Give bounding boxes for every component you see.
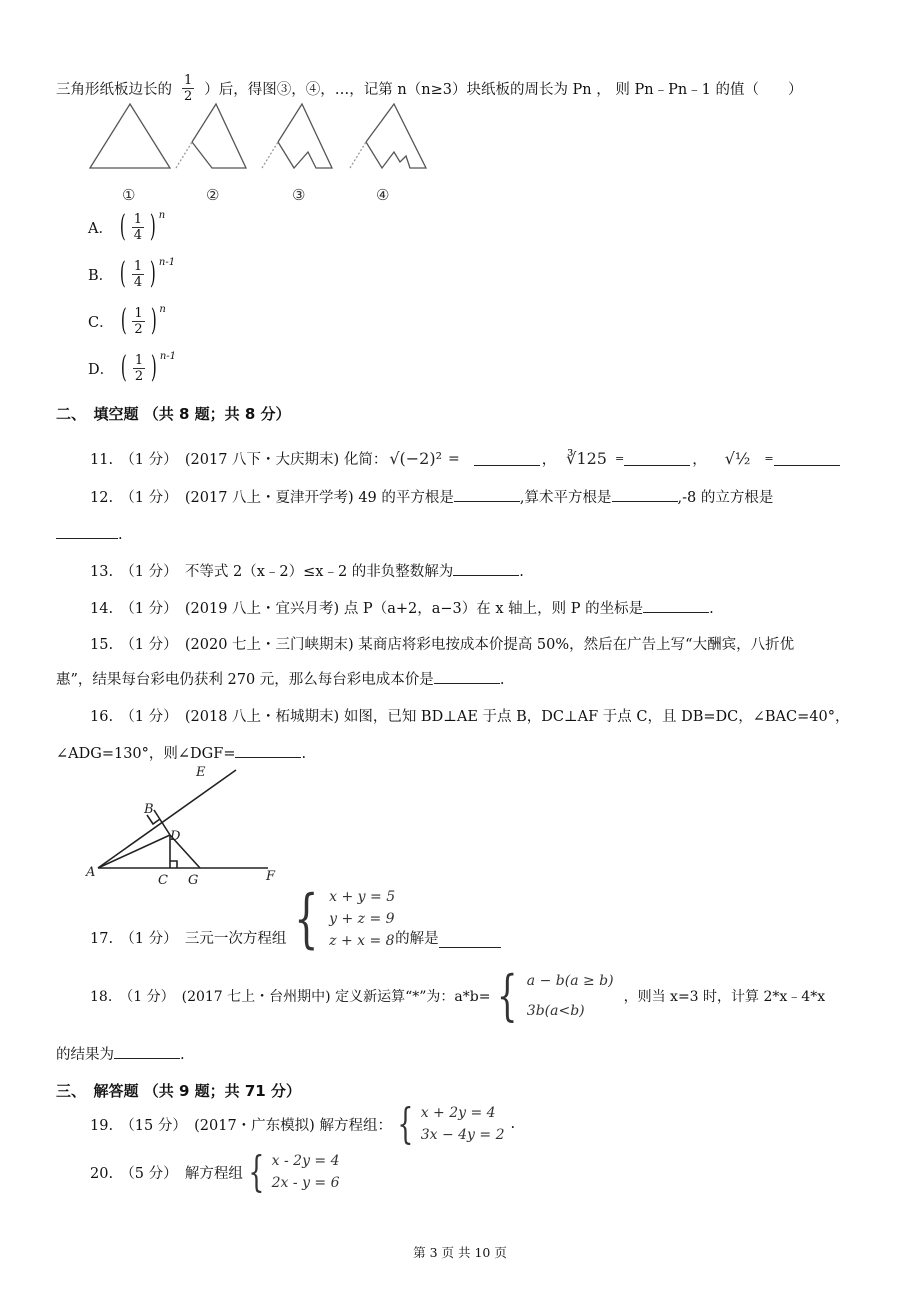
q11-eq-2: = — [614, 452, 625, 465]
question-17 — [90, 882, 501, 956]
q18-definition-cases: { a − b(a ≥ b) 3b(a<b) — [497, 964, 614, 1027]
q10-frac-num: 1 — [184, 72, 193, 88]
q10-text-a: 三角形纸板边长的 — [56, 81, 172, 98]
q14-text: 14. （1 分） (2019 八上・宜兴月考) 点 P（a+2，a−3）在 x 轴上，则 P 的坐标是 — [90, 601, 644, 617]
question-18-line-2 — [56, 1043, 185, 1064]
option-c-label: C． — [88, 314, 114, 331]
q11-blank-3[interactable] — [774, 451, 840, 466]
q16-line-2-text: ∠ADG=130°，则∠DGF= — [56, 746, 236, 762]
option-b-exp: n-1 — [158, 257, 176, 268]
question-12-line-2 — [56, 524, 123, 543]
q19-end: . — [510, 1116, 516, 1132]
q10-option-b[interactable] — [88, 256, 176, 291]
q11-eq-1: = — [448, 450, 460, 467]
option-a-num: 1 — [133, 211, 142, 227]
option-a-exp: n — [158, 210, 166, 221]
ray-ae — [98, 770, 236, 868]
q14-end: . — [709, 601, 714, 617]
q10-frac-den: 2 — [184, 88, 193, 104]
question-11 — [90, 448, 840, 469]
q18-after: ，则当 x=3 时，计算 2*x﹣4*x — [623, 989, 826, 1005]
q17-eq-2: y + z = 9 — [329, 911, 395, 927]
triangle-figure-3 — [262, 104, 332, 168]
q16-end: . — [301, 746, 307, 762]
q16-geometry-figure — [82, 762, 292, 892]
q10-fraction — [182, 74, 194, 103]
q17-end: 的解是 — [395, 931, 439, 947]
q19-eq-1: x + 2y = 4 — [420, 1105, 496, 1121]
label-b: B — [144, 802, 154, 817]
q20-equation-system: { x - 2y = 4 2x - y = 6 — [248, 1147, 340, 1196]
option-a-label: A． — [88, 220, 113, 237]
option-a-expr: ( $\frac{1}{4}$ ) $^n$ — [119, 209, 166, 244]
label-a: A — [86, 865, 96, 880]
q19-eq-2: 3x − 4y = 2 — [420, 1127, 505, 1143]
q12-end: . — [118, 527, 123, 543]
q17-text: 17. （1 分） 三元一次方程组 — [90, 931, 287, 947]
triangle-figure-1 — [90, 104, 170, 168]
question-19 — [90, 1099, 516, 1148]
q18-case-1: a − b(a ≥ b) — [526, 973, 614, 989]
q10-text-b: ）后，得图③，④，…，记第 n（n≥3）块纸板的周长为 Pn ， 则 Pn﹣Pn﹣1 的值（ ） — [204, 81, 803, 98]
q19-text: 19. （15 分） (2017・广东模拟) 解方程组： — [90, 1117, 392, 1134]
fig-label-1: ① — [122, 186, 136, 204]
q12-blank-2[interactable] — [612, 487, 678, 502]
q16-blank[interactable] — [235, 743, 301, 758]
q15-blank[interactable] — [434, 669, 500, 684]
question-15-line-2 — [56, 668, 504, 689]
option-c-num: 1 — [134, 305, 143, 321]
q18-case-2: 3b(a<b) — [526, 1003, 585, 1019]
q10-option-c[interactable] — [88, 303, 166, 338]
option-c-den: 2 — [134, 321, 143, 337]
segment-ad — [98, 835, 170, 868]
label-f: F — [266, 869, 276, 884]
q17-eq-1: x + y = 5 — [329, 889, 396, 905]
question-12 — [90, 486, 773, 507]
question-16-line-1: 16. （1 分） (2018 八上・柘城期末) 如图，已知 BD⊥AE 于点 B，DC⊥AF 于点 C，且 DB=DC，∠BAC=40°， — [90, 709, 850, 725]
q15-line-2-text: 惠”，结果每台彩电仍获利 270 元，那么每台彩电成本价是 — [56, 672, 434, 688]
question-20 — [90, 1147, 340, 1196]
q18-blank[interactable] — [114, 1044, 180, 1059]
label-d: D — [170, 829, 181, 844]
q12-blank-3[interactable] — [56, 524, 118, 539]
option-b-den: 4 — [133, 274, 143, 290]
q11-sep-2: ， — [692, 452, 707, 468]
section-2-title: 二、 填空题 （共 8 题；共 8 分） — [56, 405, 291, 423]
question-16-line-2 — [56, 742, 306, 763]
q11-blank-1[interactable] — [474, 451, 540, 466]
q11-sep-1: ， — [541, 452, 557, 468]
fig-label-4: ④ — [376, 186, 390, 204]
q12-mid-2: ,-8 的立方根是 — [677, 490, 774, 506]
q13-text: 13. （1 分） 不等式 2（x﹣2）≤x﹣2 的非负整数解为 — [90, 564, 454, 580]
q11-eq-3: = — [764, 452, 774, 465]
q18-line-2-text: 的结果为 — [56, 1047, 114, 1063]
page-footer: 第 3 页 共 10 页 — [413, 1245, 507, 1260]
q13-end: . — [519, 564, 524, 580]
option-c-expr: ( $\frac{1}{2}$ ) $^n$ — [120, 303, 166, 338]
q17-equation-system: { x + y = 5 y + z = 9 z + x = 8 — [294, 882, 396, 956]
q10-option-d[interactable] — [88, 350, 177, 385]
option-d-den: 2 — [134, 368, 144, 384]
question-13 — [90, 560, 524, 581]
option-d-label: D． — [88, 361, 115, 378]
option-c-exp: n — [159, 304, 166, 315]
q11-expr-1: √(−2)² — [389, 449, 443, 468]
question-15-line-1: 15. （1 分） (2020 七上・三门峡期末) 某商店将彩电按成本价提高 50%，然后在广告上写“大酬宾，八折优 — [90, 637, 795, 653]
q20-eq-1: x - 2y = 4 — [271, 1153, 340, 1169]
option-b-label: B． — [88, 267, 114, 284]
q12-blank-1[interactable] — [454, 487, 520, 502]
label-c: C — [158, 873, 168, 888]
triangle-figure-2 — [176, 104, 246, 168]
label-g: G — [188, 873, 199, 888]
option-a-den: 4 — [133, 227, 142, 243]
q11-blank-2[interactable] — [624, 451, 690, 466]
question-14 — [90, 597, 714, 618]
q18-text: 18. （1 分） (2017 七上・台州期中) 定义新运算“*”为：a*b= — [90, 989, 491, 1005]
q17-eq-3: z + x = 8 — [329, 933, 395, 949]
q20-eq-2: 2x - y = 6 — [271, 1175, 340, 1191]
q13-blank[interactable] — [453, 561, 519, 576]
q20-text: 20. （5 分） 解方程组 — [90, 1165, 243, 1182]
question-18 — [90, 966, 825, 1026]
label-e: E — [196, 765, 206, 780]
q11-prefix: 11. （1 分） (2017 八下・大庆期末) 化简： — [90, 452, 388, 468]
triangle-figure-4 — [350, 104, 426, 168]
q10-triangle-figures — [80, 100, 440, 210]
option-b-expr: ( $\frac{1}{4}$ ) $^{n-1}$ — [120, 256, 176, 291]
q10-option-a[interactable] — [88, 209, 166, 244]
fig-label-2: ② — [206, 186, 220, 204]
q12-mid-1: ,算术平方根是 — [519, 490, 612, 506]
option-b-num: 1 — [133, 258, 143, 274]
q18-end: . — [180, 1047, 185, 1063]
q11-expr-3: √½ — [724, 449, 751, 468]
option-d-num: 1 — [134, 352, 144, 368]
q19-equation-system: { x + 2y = 4 3x − 4y = 2 — [397, 1099, 505, 1148]
q12-text: 12. （1 分） (2017 八上・夏津开学考) 49 的平方根是 — [90, 490, 454, 506]
q17-blank[interactable] — [439, 933, 501, 948]
option-d-expr: ( $\frac{1}{2}$ ) $^{n-1}$ — [121, 350, 177, 385]
option-d-exp: n-1 — [159, 351, 177, 362]
q11-expr-2: ∛125 — [566, 449, 607, 468]
fig-label-3: ③ — [292, 186, 306, 204]
q15-end: . — [499, 672, 505, 688]
section-3-title: 三、 解答题 （共 9 题；共 71 分） — [56, 1082, 301, 1100]
right-angle-c — [170, 861, 177, 868]
q14-blank[interactable] — [643, 598, 709, 613]
